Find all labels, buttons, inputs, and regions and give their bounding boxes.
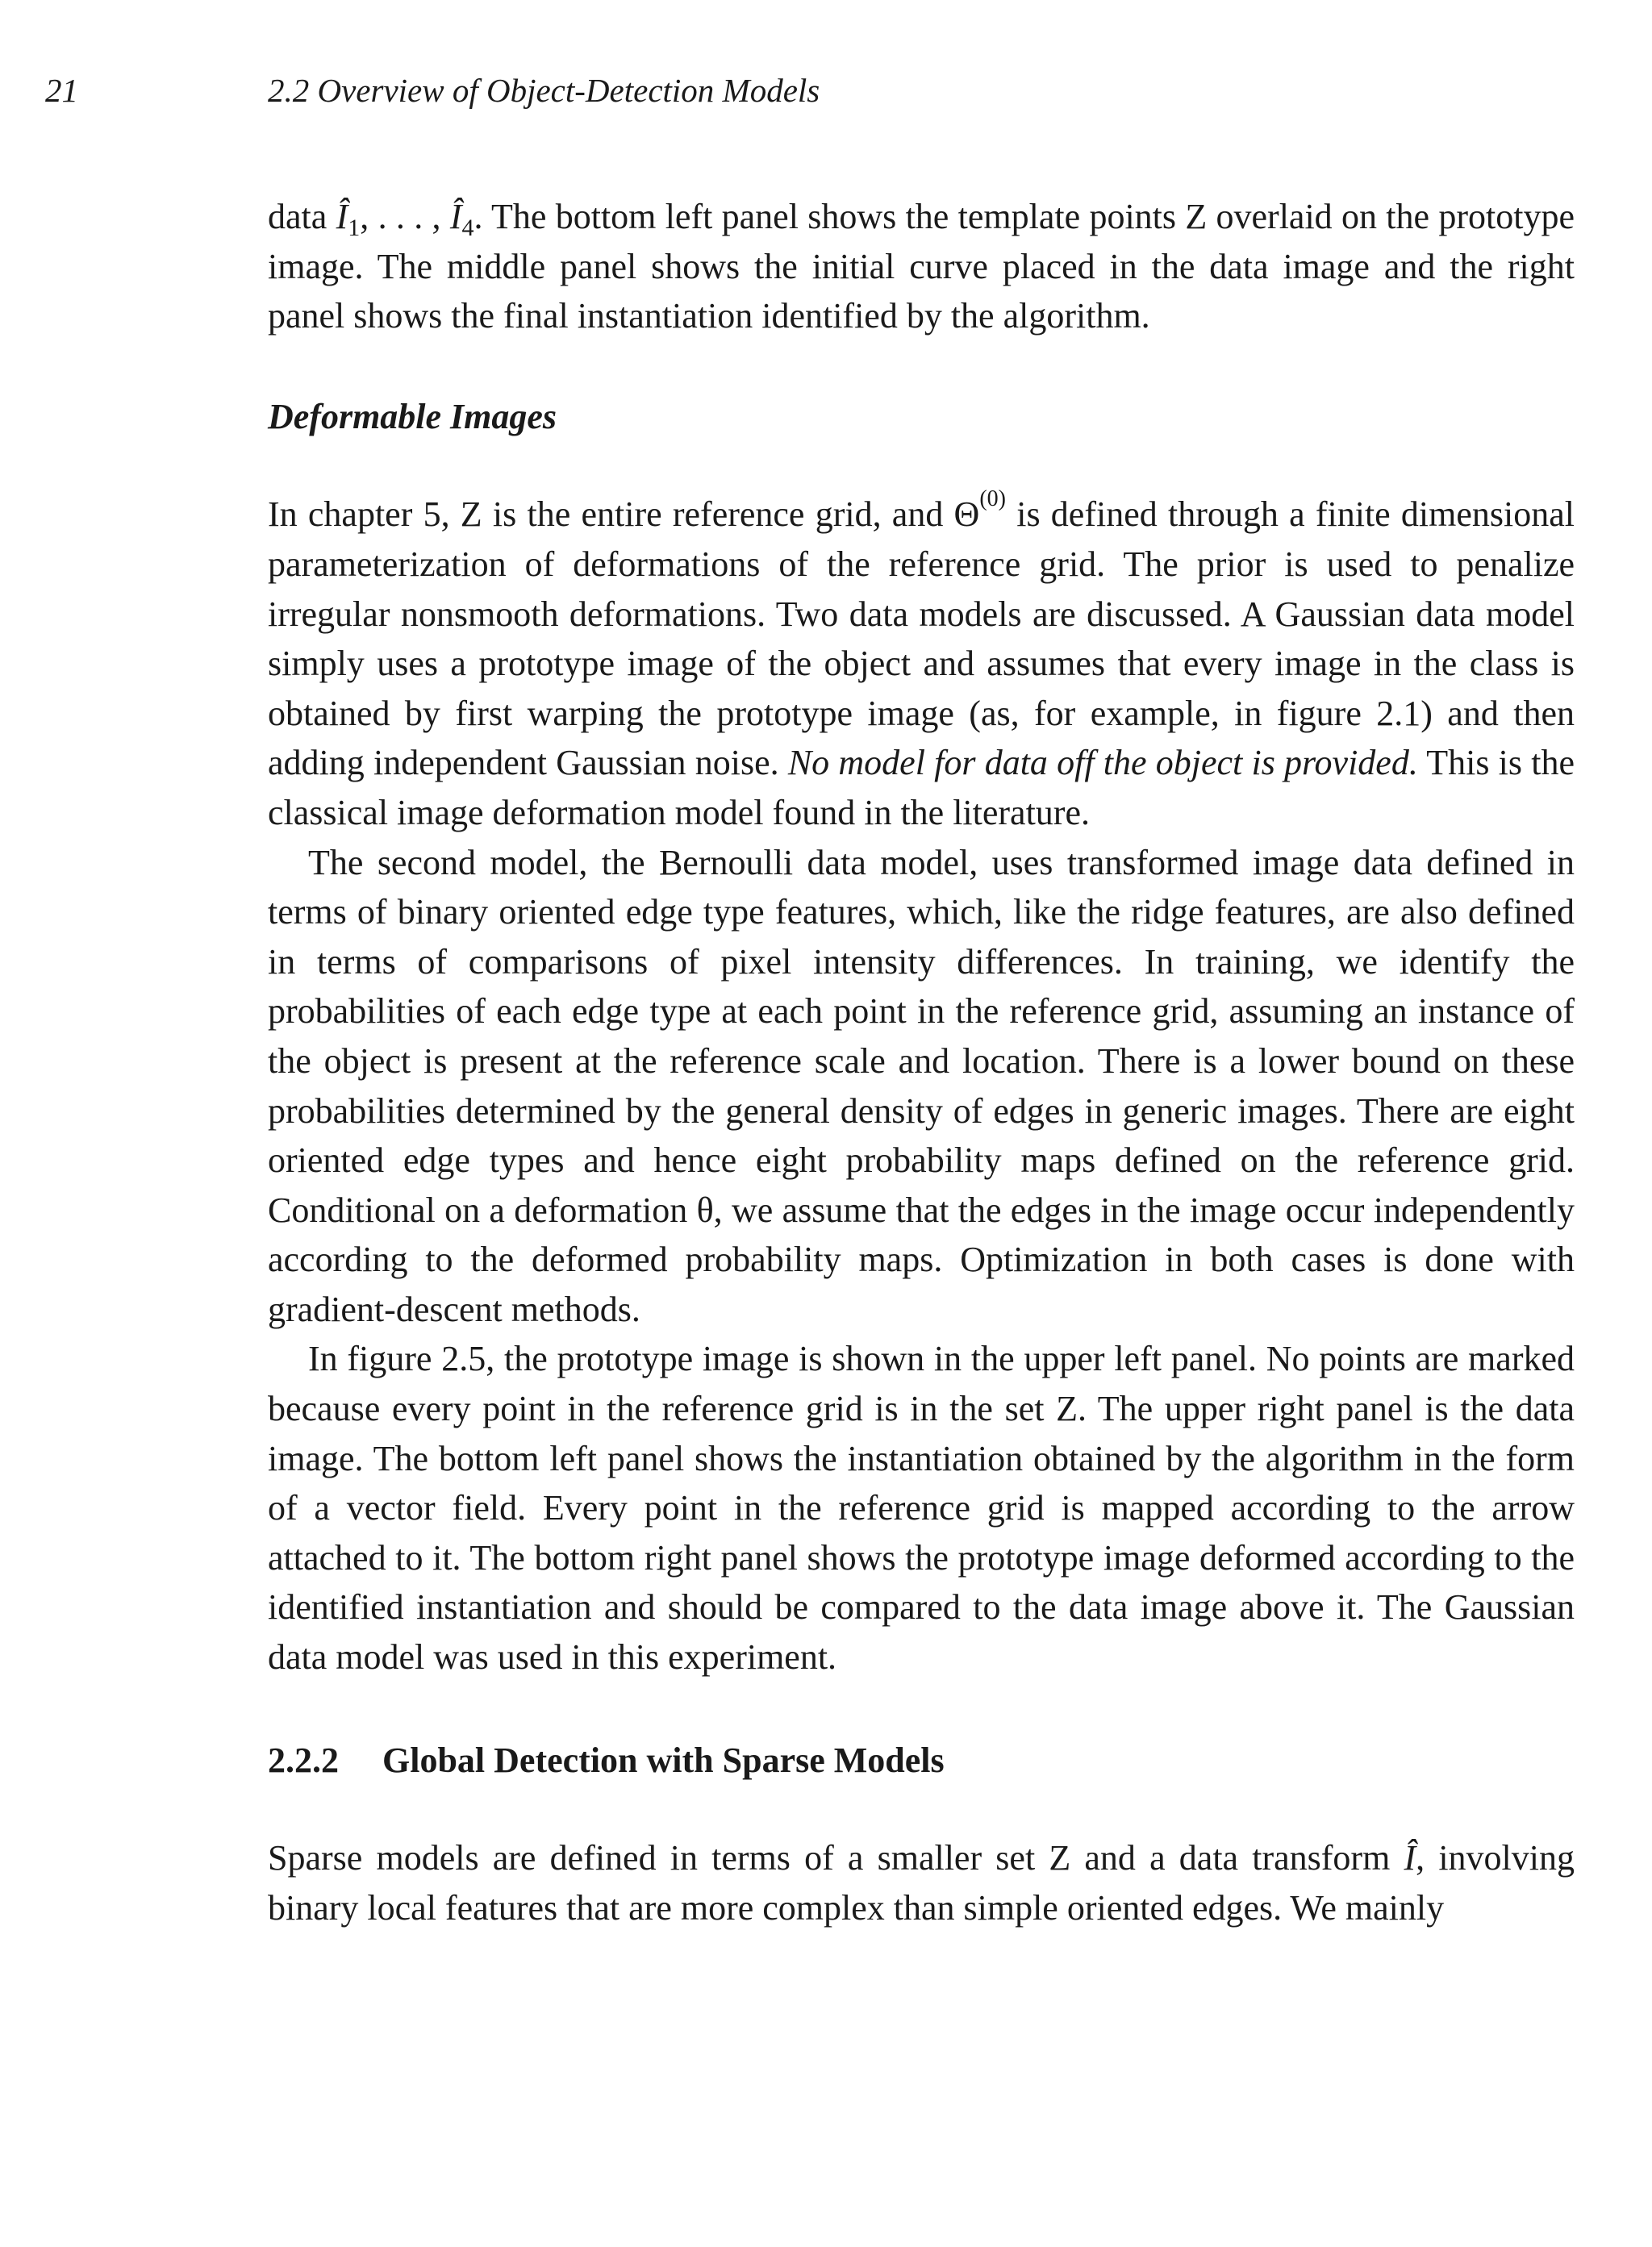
page-body [268,192,1575,1932]
deformable-paragraph-3: In figure 2.5, the prototype image is shown in the upper left panel. No points are marked because every point in the reference grid is in the set Z. The upper right panel is the data image. The bottom left panel shows the instantiation obtained by the algorithm in the form of a vector field. Every point in the reference grid is mapped according to the arrow attached to it. The bottom right panel shows the prototype image deformed according to the identified instantiation and should be compared to the data image above it. The Gaussian data model was used in this experiment. [268,1339,1575,1678]
running-head: 2.2 Overview of Object-Detection Models [268,72,820,109]
subscript-4: 4 [461,215,474,241]
symbol-i-hat-1: Î [336,197,348,236]
continuation-lead: data [268,197,327,236]
deformable-paragraph-1 [268,486,1575,837]
deformable-p1-text-c: This is the classical image deformation model found in the literature. [268,743,1575,832]
continuation-text: . The bottom left panel shows the template points Z overlaid on the prototype image. The middle panel shows the initial curve placed in the data image and the right panel shows the final instantiation identified by the algorithm. [268,197,1575,336]
deformable-p1-text-b: is defined through a finite dimensional parameterization of deformations of the reference grid. The prior is used to penalize irregular nonsmooth deformations. Two data models are discussed. A Gaussian data model simply uses a prototype image of the object and assumes that every image in the class is obtained by first warping the prototype image (as, for example, in figure 2.1) and then adding independent Gaussian noise. [268,494,1575,783]
deformable-p1-text-a: In chapter 5, Z is the entire reference grid, and Θ [268,494,980,535]
sparse-p1-text-a: Sparse models are defined in terms of a smaller set Z and a data transform [268,1838,1404,1878]
sparse-p1-text-b: , involving binary local features that are more complex than simple oriented edges. We mainly [268,1838,1575,1928]
deformable-paragraph-2: The second model, the Bernoulli data model, uses transformed image data defined in terms of binary oriented edge type features, which, like the ridge features, are also defined in terms of comparisons of pixel intensity differences. In training, we identify the probabilities of each edge type at each point in the reference grid, assuming an instance of the object is present at the reference scale and location. There is a lower bound on these probabilities determined by the general density of edges in generic images. There are eight oriented edge types and hence eight probability maps defined on the reference grid. Conditional on a deformation θ, we assume that the edges in the image occur independently according to the deformed probability maps. Optimization in both cases is done with gradient-descent methods. [268,842,1575,1329]
section-number: 2.2.2 [268,1740,339,1780]
section-title: Global Detection with Sparse Models [382,1740,945,1780]
symbol-i-hat: Î [1404,1838,1416,1878]
sparse-models-paragraph [268,1833,1575,1932]
ellipsis: , . . . , [360,197,441,236]
subscript-1: 1 [348,215,361,241]
deformable-p1-italic: No model for data off the object is provided. [787,743,1418,783]
theta-superscript: (0) [979,486,1006,512]
continuation-paragraph [268,192,1575,341]
symbol-i-hat-4: Î [449,197,462,236]
page-number: 21 [45,72,78,109]
deformable-images-heading: Deformable Images [268,396,557,436]
section-heading [268,1736,1575,1786]
